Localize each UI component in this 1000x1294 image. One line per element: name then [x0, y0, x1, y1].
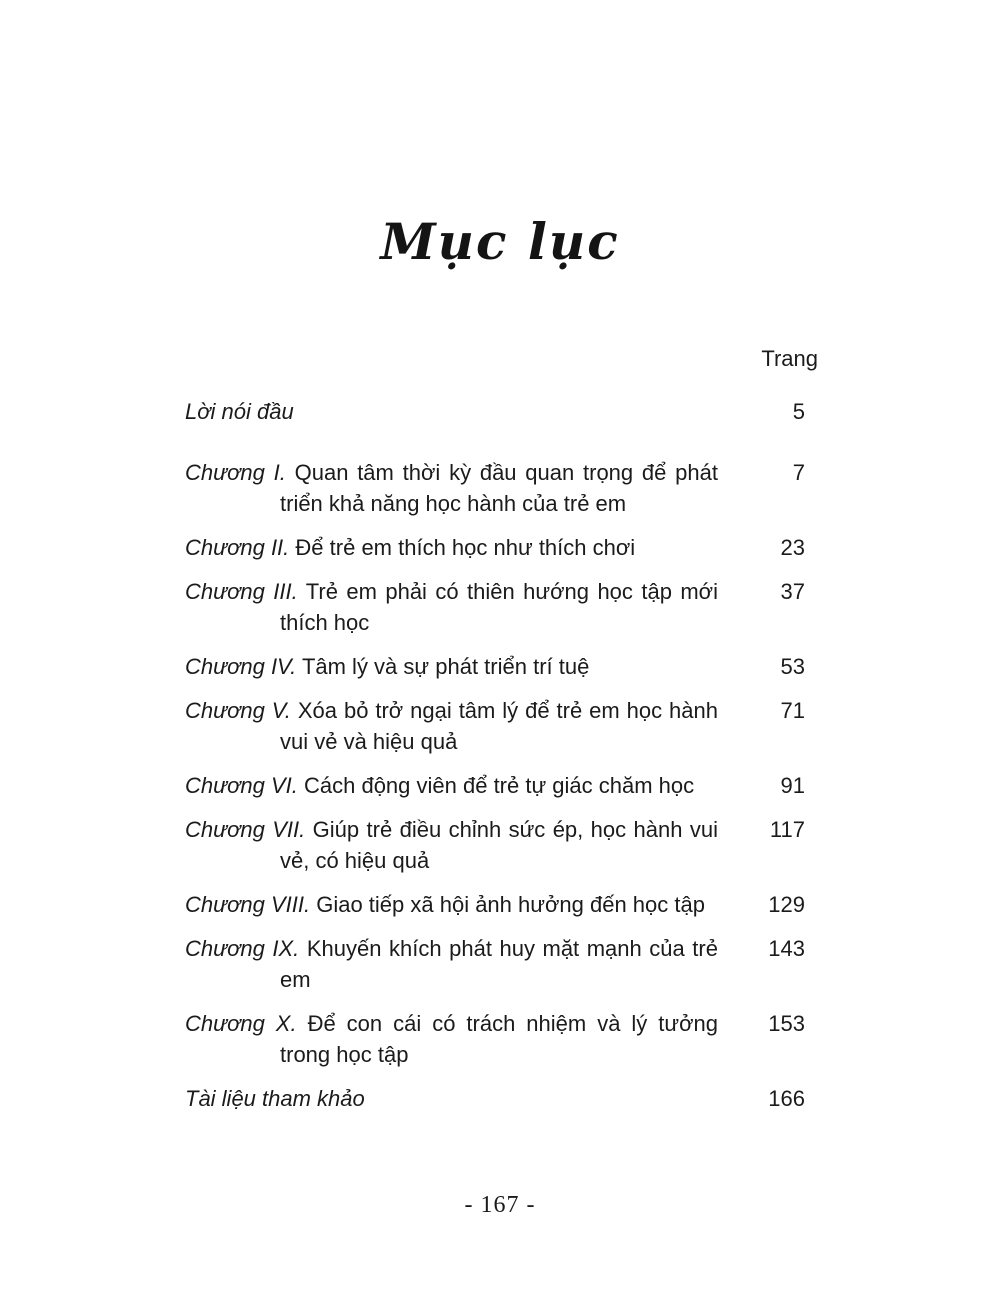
toc-entry-title — [185, 814, 718, 876]
chapter-title: Để con cái có trách nhiệm và lý tưởng trong học tập — [280, 1011, 718, 1067]
toc-entry-page: 23 — [780, 535, 805, 560]
toc-entry-page: 7 — [792, 460, 805, 485]
toc-entry-page: 5 — [792, 399, 805, 424]
footer-page-number: - 167 - — [464, 1192, 536, 1218]
chapter-title: Giúp trẻ điều chỉnh sức ép, học hành vui vẻ, có hiệu quả — [280, 817, 718, 873]
chapter-title: Để trẻ em thích học như thích chơi — [295, 535, 636, 560]
toc-entry-title — [185, 1008, 718, 1070]
chapter-label: Chương X. — [185, 1011, 297, 1036]
toc-entry — [185, 889, 818, 920]
toc-entry-title — [185, 457, 718, 519]
toc-entry-title — [185, 532, 718, 563]
page-title: Mục lục — [380, 212, 620, 271]
chapter-label: Chương I. — [185, 460, 286, 485]
toc-entry — [185, 1008, 818, 1070]
toc-entry-page: 91 — [780, 773, 805, 798]
chapter-label: Chương IX. — [185, 936, 300, 961]
toc-entry-page: 143 — [768, 936, 805, 961]
toc-entry — [185, 933, 818, 995]
toc-entry-page: 117 — [769, 817, 805, 842]
toc-entry — [185, 457, 818, 519]
chapter-title: Giao tiếp xã hội ảnh hưởng đến học tập — [316, 892, 705, 917]
toc-entry — [185, 1083, 818, 1114]
toc-entry — [185, 651, 818, 682]
toc-entry-page: 53 — [780, 654, 805, 679]
chapter-label: Chương II. — [185, 535, 290, 560]
chapter-label: Chương IV. — [185, 654, 297, 679]
toc-entry-page: 71 — [780, 698, 805, 723]
toc-entry — [185, 532, 818, 563]
toc-entry — [185, 396, 818, 427]
toc-entry-title — [185, 889, 718, 920]
chapter-title: Khuyến khích phát huy mặt mạnh của trẻ em — [280, 936, 718, 992]
chapter-title: Tâm lý và sự phát triển trí tuệ — [301, 654, 590, 679]
chapter-title: Xóa bỏ trở ngại tâm lý để trẻ em học hành vui vẻ và hiệu quả — [280, 698, 718, 754]
toc-entry-page: 166 — [768, 1086, 805, 1111]
toc-entry-page: 129 — [768, 892, 805, 917]
toc-entry-title — [185, 576, 718, 638]
toc-entry-title: Tài liệu tham khảo — [185, 1086, 365, 1111]
table-of-contents — [185, 345, 818, 1127]
chapter-title: Cách động viên để trẻ tự giác chăm học — [303, 773, 695, 798]
toc-entry-title: Lời nói đầu — [185, 399, 294, 424]
toc-entry — [185, 695, 818, 757]
chapter-title: Quan tâm thời kỳ đầu quan trọng để phát triển khả năng học hành của trẻ em — [280, 460, 718, 516]
toc-entry-title — [185, 695, 718, 757]
toc-entry — [185, 770, 818, 801]
page-column-header: Trang — [761, 346, 818, 371]
toc-entry-title — [185, 933, 718, 995]
toc-entry-title — [185, 651, 718, 682]
toc-entry-page: 37 — [780, 579, 805, 604]
toc-entry — [185, 576, 818, 638]
chapter-label: Chương VIII. — [185, 892, 311, 917]
toc-entry-page: 153 — [768, 1011, 805, 1036]
toc-entry-title — [185, 770, 718, 801]
chapter-title: Trẻ em phải có thiên hướng học tập mới thích học — [280, 579, 718, 635]
chapter-label: Chương III. — [185, 579, 298, 604]
chapter-label: Chương V. — [185, 698, 291, 723]
toc-entry — [185, 814, 818, 876]
chapter-label: Chương VII. — [185, 817, 306, 842]
chapter-label: Chương VI. — [185, 773, 298, 798]
